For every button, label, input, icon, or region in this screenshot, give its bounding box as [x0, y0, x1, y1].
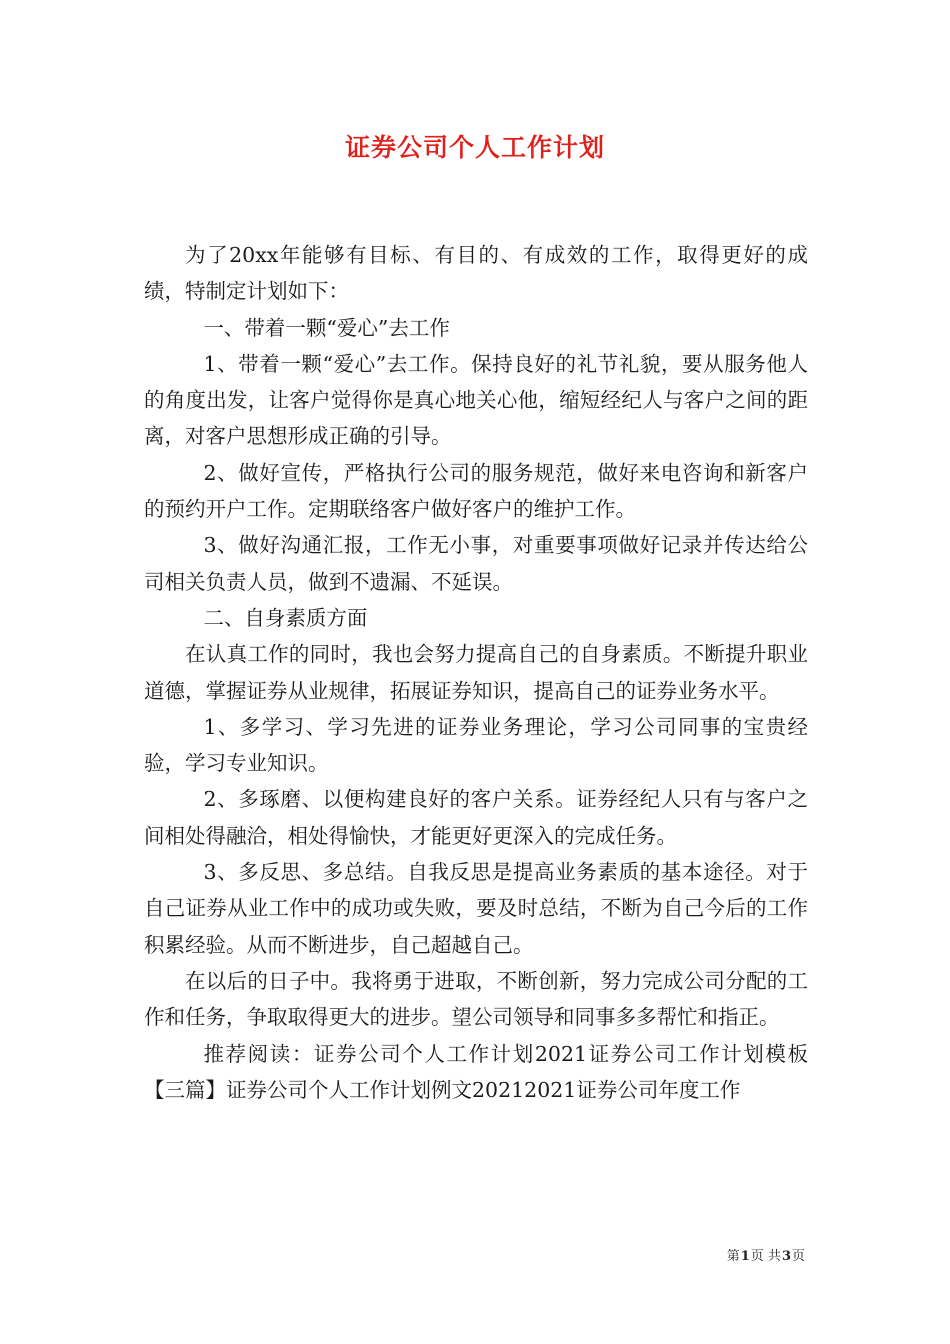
paragraph-intro: 为了20xx年能够有目标、有目的、有成效的工作，取得更好的成绩，特制定计划如下：: [144, 243, 808, 304]
paragraph-closing: 在以后的日子中。我将勇于进取，不断创新，努力完成公司分配的工作和任务，争取取得更大的进步。望公司领导和同事多多帮忙和指正。: [144, 968, 808, 1030]
document-title: 证券公司个人工作计划: [344, 133, 605, 162]
footer-prefix: 第: [726, 1249, 740, 1264]
section-heading: 一、带着一颗“爱心”去工作: [203, 315, 450, 340]
document-body: [144, 237, 808, 1108]
list-item: 3、多反思、多总结。自我反思是提高业务素质的基本途径。对于自己证券从业工作中的成功或失败，要及时总结，不断为自己今后的工作积累经验。从而不断进步，自己超越自己。: [144, 860, 808, 957]
list-item: 2、多琢磨、以便构建良好的客户关系。证券经纪人只有与客户之间相处得融洽，相处得愉快，才能更好更深入的完成任务。: [144, 787, 808, 848]
list-item: 3、做好沟通汇报，工作无小事，对重要事项做好记录并传达给公司相关负责人员，做到不遗漏、不延误。: [144, 533, 808, 594]
list-item: 1、带着一颗“爱心”去工作。保持良好的礼节礼貌，要从服务他人的角度出发，让客户觉得你是真心地关心他，缩短经纪人与客户之间的距离，对客户思想形成正确的引导。: [144, 351, 808, 449]
page-number-footer: [727, 1245, 805, 1264]
total-pages-number: 3: [781, 1249, 791, 1264]
list-item: 2、做好宣传，严格执行公司的服务规范，做好来电咨询和新客户的预约开户工作。定期联络客户做好客户的维护工作。: [144, 460, 808, 522]
footer-suffix: 页: [791, 1249, 805, 1264]
current-page-number: 1: [740, 1249, 750, 1264]
list-item: 1、多学习、学习先进的证券业务理论，学习公司同事的宝贵经验，学习专业知识。: [144, 714, 808, 776]
footer-middle: 页 共: [750, 1249, 781, 1264]
recommended-reading: 推荐阅读：证券公司个人工作计划2021证券公司工作计划模板【三篇】证券公司个人工作计划例文20212021证券公司年度工作: [144, 1041, 808, 1102]
paragraph: 在认真工作的同时，我也会努力提高自己的自身素质。不断提升职业道德，掌握证券从业规律，拓展证券知识，提高自己的证券业务水平。: [144, 642, 808, 703]
section-heading: 二、自身素质方面: [203, 605, 368, 630]
